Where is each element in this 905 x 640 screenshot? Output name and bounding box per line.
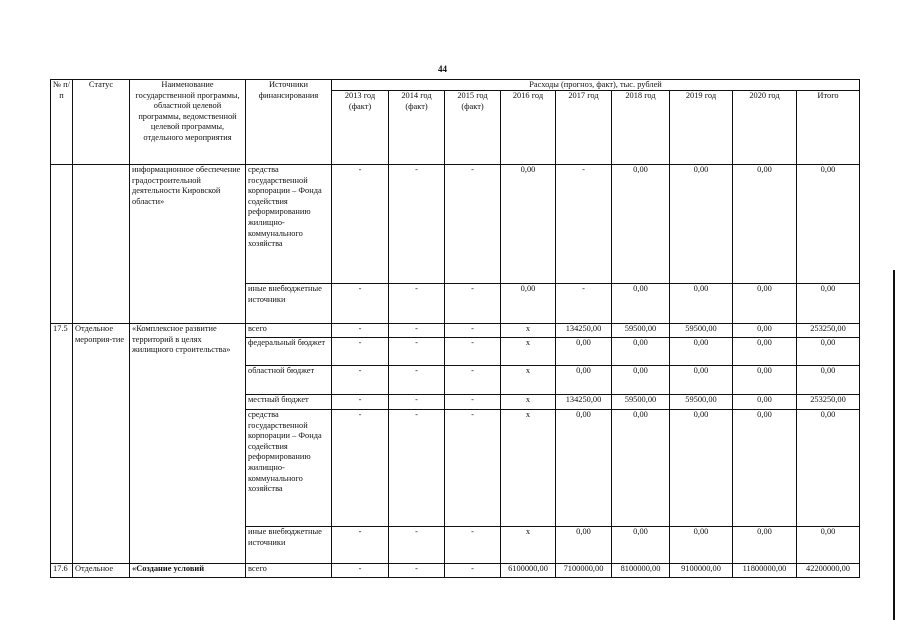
cell-value: -	[332, 527, 389, 564]
header-year: 2015 год (факт)	[445, 91, 501, 165]
cell-value: 0,00	[733, 410, 797, 527]
cell-value: 59500,00	[612, 395, 670, 410]
cell-value: -	[332, 395, 389, 410]
cell-value: 253250,00	[797, 395, 860, 410]
cell-value: 0,00	[797, 527, 860, 564]
header-year: 2020 год	[733, 91, 797, 165]
cell-value: -	[445, 338, 501, 366]
cell-value: 0,00	[501, 284, 556, 324]
header-total: Итого	[797, 91, 860, 165]
row-status: Отдельное мероприя-тие	[73, 324, 130, 564]
row-source: всего	[246, 564, 332, 578]
row-source: средства государственной корпорации – Фонда содействия реформированию жилищно-коммунального хозяйства	[246, 165, 332, 284]
cell-value: 0,00	[797, 338, 860, 366]
row-name: «Комплексное развитие территорий в целях жилищного строительства»	[130, 324, 246, 564]
cell-value: 0,00	[612, 410, 670, 527]
cell-value: 0,00	[670, 338, 733, 366]
header-year: 2013 год (факт)	[332, 91, 389, 165]
page-edge-line	[893, 270, 895, 620]
cell-value: -	[332, 165, 389, 284]
cell-value: 0,00	[612, 366, 670, 395]
table-row	[51, 324, 860, 338]
cell-value: 0,00	[733, 338, 797, 366]
cell-value: 253250,00	[797, 324, 860, 338]
cell-value: 134250,00	[556, 395, 612, 410]
table-row	[51, 564, 860, 578]
cell-value: -	[389, 527, 445, 564]
cell-value: 0,00	[733, 165, 797, 284]
cell-value: x	[501, 338, 556, 366]
header-year: 2016 год	[501, 91, 556, 165]
cell-value: -	[556, 165, 612, 284]
row-name: информационное обеспечение градостроительной деятельности Кировской области»	[130, 165, 246, 324]
cell-value: 0,00	[612, 338, 670, 366]
header-year: 2018 год	[612, 91, 670, 165]
row-status	[73, 165, 130, 324]
cell-value: 59500,00	[670, 395, 733, 410]
cell-value: 0,00	[556, 410, 612, 527]
cell-value: 0,00	[797, 284, 860, 324]
row-source: иные внебюджетные источники	[246, 527, 332, 564]
cell-value: 6100000,00	[501, 564, 556, 578]
cell-value: 0,00	[670, 366, 733, 395]
cell-value: x	[501, 395, 556, 410]
cell-value: 0,00	[733, 395, 797, 410]
cell-value: 59500,00	[612, 324, 670, 338]
cell-value: 0,00	[733, 284, 797, 324]
row-num	[51, 165, 73, 324]
cell-value: 59500,00	[670, 324, 733, 338]
cell-value: 0,00	[670, 284, 733, 324]
cell-value: -	[389, 324, 445, 338]
cell-value: -	[332, 338, 389, 366]
cell-value: -	[445, 324, 501, 338]
cell-value: 0,00	[556, 366, 612, 395]
cell-value: -	[389, 410, 445, 527]
cell-value: -	[332, 410, 389, 527]
header-num: № п/п	[51, 80, 73, 165]
cell-value: -	[332, 324, 389, 338]
cell-value: 11800000,00	[733, 564, 797, 578]
cell-value: -	[332, 564, 389, 578]
cell-value: -	[389, 366, 445, 395]
cell-value: -	[445, 564, 501, 578]
budget-table	[50, 79, 860, 578]
row-num: 17.6	[51, 564, 73, 578]
header-expenses: Расходы (прогноз, факт), тыс. рублей	[332, 80, 860, 91]
cell-value: 42200000,00	[797, 564, 860, 578]
cell-value: 0,00	[733, 527, 797, 564]
cell-value: -	[389, 564, 445, 578]
cell-value: -	[445, 366, 501, 395]
cell-value: 0,00	[797, 366, 860, 395]
cell-value: -	[556, 284, 612, 324]
cell-value: -	[389, 284, 445, 324]
cell-value: x	[501, 527, 556, 564]
row-source: иные внебюджетные источники	[246, 284, 332, 324]
header-name: Наименование государственной программы, областной целевой программы, ведомственной целевой программы, отдельного мероприятия	[130, 80, 246, 165]
cell-value: -	[445, 395, 501, 410]
row-name: «Создание условий	[130, 564, 246, 578]
page-number: 44	[438, 64, 447, 74]
cell-value: 134250,00	[556, 324, 612, 338]
row-source: местный бюджет	[246, 395, 332, 410]
cell-value: 8100000,00	[612, 564, 670, 578]
cell-value: 0,00	[797, 410, 860, 527]
cell-value: 0,00	[612, 284, 670, 324]
header-year: 2014 год (факт)	[389, 91, 445, 165]
cell-value: x	[501, 324, 556, 338]
cell-value: -	[389, 338, 445, 366]
cell-value: 0,00	[670, 527, 733, 564]
cell-value: x	[501, 410, 556, 527]
cell-value: -	[445, 527, 501, 564]
cell-value: 9100000,00	[670, 564, 733, 578]
row-status: Отдельное	[73, 564, 130, 578]
header-year: 2017 год	[556, 91, 612, 165]
header-status: Статус	[73, 80, 130, 165]
cell-value: -	[445, 284, 501, 324]
cell-value: x	[501, 366, 556, 395]
cell-value: 0,00	[797, 165, 860, 284]
cell-value: -	[332, 366, 389, 395]
cell-value: -	[332, 284, 389, 324]
cell-value: 0,00	[733, 324, 797, 338]
header-sources: Источники финансирования	[246, 80, 332, 165]
row-source: средства государственной корпорации – Фонда содействия реформированию жилищно-коммунального хозяйства	[246, 410, 332, 527]
cell-value: 0,00	[556, 338, 612, 366]
cell-value: 0,00	[612, 165, 670, 284]
table-row	[51, 165, 860, 284]
cell-value: 0,00	[670, 410, 733, 527]
row-source: всего	[246, 324, 332, 338]
row-source: федеральный бюджет	[246, 338, 332, 366]
row-source: областной бюджет	[246, 366, 332, 395]
cell-value: -	[389, 395, 445, 410]
cell-value: -	[389, 165, 445, 284]
header-year: 2019 год	[670, 91, 733, 165]
cell-value: -	[445, 410, 501, 527]
cell-value: 0,00	[556, 527, 612, 564]
row-num: 17.5	[51, 324, 73, 564]
cell-value: 0,00	[501, 165, 556, 284]
cell-value: 0,00	[670, 165, 733, 284]
cell-value: 7100000,00	[556, 564, 612, 578]
cell-value: 0,00	[733, 366, 797, 395]
cell-value: 0,00	[612, 527, 670, 564]
cell-value: -	[445, 165, 501, 284]
